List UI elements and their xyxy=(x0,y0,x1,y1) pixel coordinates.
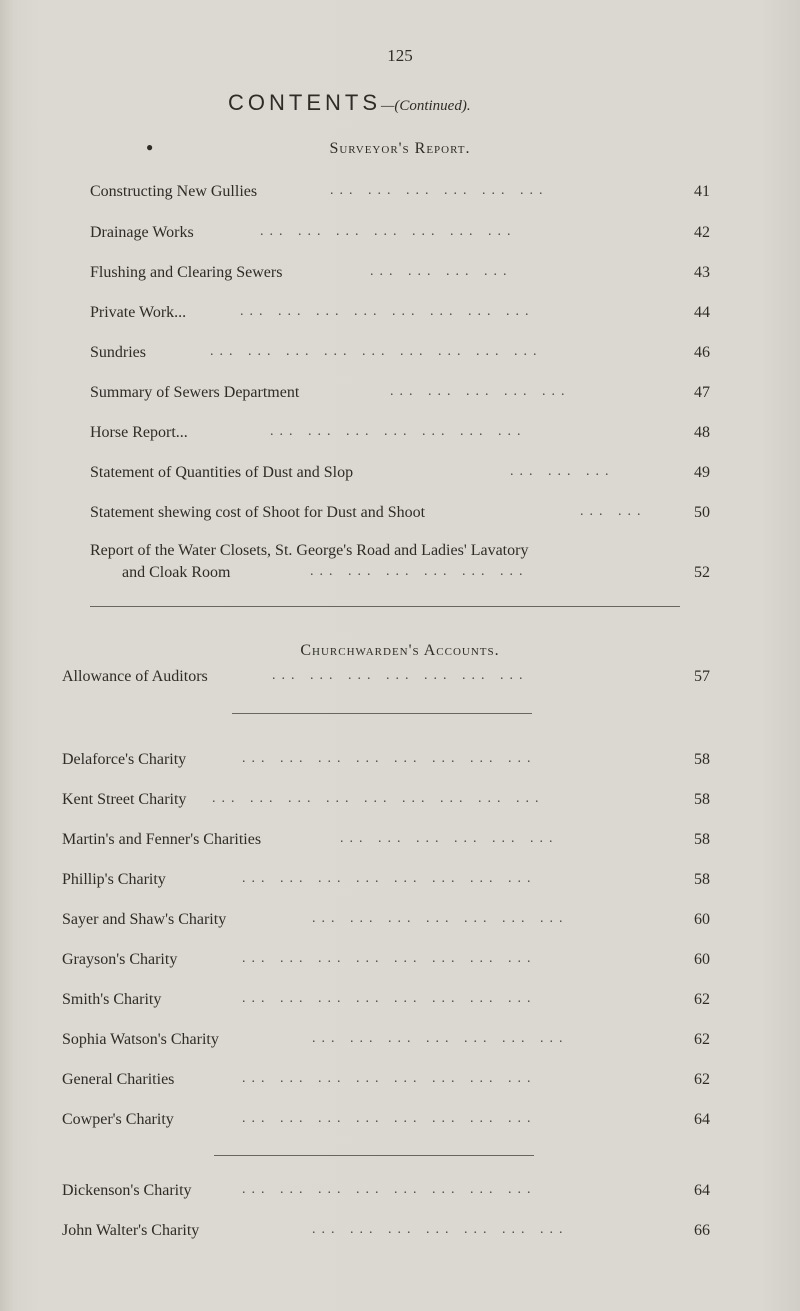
toc-entry xyxy=(90,542,710,586)
leader-dots: ... ... ... ... xyxy=(370,264,513,279)
entry-label: Phillip's Charity xyxy=(62,871,166,888)
entry-page: 50 xyxy=(694,504,710,521)
entry-page: 48 xyxy=(694,424,710,441)
entry-page: 44 xyxy=(694,304,710,321)
leader-dots: ... ... ... ... ... ... ... ... xyxy=(242,951,537,966)
title-suffix: —(Continued). xyxy=(381,98,471,114)
entry-page: 62 xyxy=(694,991,710,1008)
entry-label: Sayer and Shaw's Charity xyxy=(62,911,227,928)
entry-page: 58 xyxy=(694,791,710,808)
entry-label: John Walter's Charity xyxy=(62,1222,200,1239)
divider xyxy=(214,1155,534,1156)
leader-dots: ... ... ... ... ... ... ... xyxy=(312,1031,569,1046)
leader-dots: ... ... ... ... ... ... ... xyxy=(272,668,529,683)
entry-label: Martin's and Fenner's Charities xyxy=(62,831,262,848)
leader-dots: ... ... ... ... ... ... ... xyxy=(312,1222,569,1237)
entry-page: 46 xyxy=(694,344,710,361)
entry-page: 60 xyxy=(694,911,710,928)
leader-dots: ... ... ... ... ... ... ... ... ... xyxy=(210,344,543,359)
leader-dots: ... ... ... ... ... ... xyxy=(340,831,559,846)
divider xyxy=(232,713,532,714)
page-title xyxy=(228,90,471,116)
entry-page: 43 xyxy=(694,264,710,281)
leader-dots: ... ... ... ... ... xyxy=(390,384,571,399)
leader-dots: ... ... ... ... ... ... xyxy=(330,183,549,198)
entry-page: 66 xyxy=(694,1222,710,1239)
leader-dots: ... ... ... ... ... ... ... xyxy=(260,224,517,239)
title-text: CONTENTS xyxy=(228,90,381,115)
leader-dots: ... ... ... ... ... ... ... ... xyxy=(242,871,537,886)
leader-dots: ... ... ... ... ... ... ... ... xyxy=(242,1182,537,1197)
leader-dots: ... ... ... xyxy=(510,464,615,479)
entry-page: 47 xyxy=(694,384,710,401)
entry-label: General Charities xyxy=(62,1071,175,1088)
section-heading-churchwarden: Churchwarden's Accounts. xyxy=(300,642,500,659)
entry-label: Constructing New Gullies xyxy=(90,183,258,200)
leader-dots: ... ... ... ... ... ... ... ... xyxy=(242,751,537,766)
entry-label: Sundries xyxy=(90,344,146,361)
entry-page: 41 xyxy=(694,183,710,200)
entry-label: Private Work... xyxy=(90,304,187,321)
leader-dots: ... ... ... ... ... ... xyxy=(310,564,529,579)
entry-label: Report of the Water Closets, St. George's Road and Ladies' Lavatory xyxy=(90,542,529,559)
entry-label: Horse Report... xyxy=(90,424,188,441)
divider xyxy=(90,606,680,607)
entry-label: Delaforce's Charity xyxy=(62,751,187,768)
entry-label: Cowper's Charity xyxy=(62,1111,174,1128)
entry-label: Allowance of Auditors xyxy=(62,668,208,685)
leader-dots: ... ... ... ... ... ... ... ... xyxy=(242,1111,537,1126)
entry-label: Grayson's Charity xyxy=(62,951,178,968)
entry-page: 64 xyxy=(694,1111,710,1128)
entry-page: 60 xyxy=(694,951,710,968)
entry-page: 52 xyxy=(694,564,710,581)
entry-label-continued: and Cloak Room xyxy=(122,564,231,581)
entry-label: Dickenson's Charity xyxy=(62,1182,192,1199)
entry-label: Kent Street Charity xyxy=(62,791,187,808)
leader-dots: ... ... ... ... ... ... ... xyxy=(270,424,527,439)
leader-dots: ... ... ... ... ... ... ... ... xyxy=(242,991,537,1006)
entry-page: 49 xyxy=(694,464,710,481)
leader-dots: ... ... xyxy=(580,504,647,519)
bullet-mark: ● xyxy=(146,140,154,154)
entry-label: Statement of Quantities of Dust and Slop xyxy=(90,464,354,481)
entry-page: 64 xyxy=(694,1182,710,1199)
entry-page: 62 xyxy=(694,1031,710,1048)
entry-label: Flushing and Clearing Sewers xyxy=(90,264,283,281)
page-number: 125 xyxy=(387,46,413,65)
entry-page: 58 xyxy=(694,831,710,848)
entry-label: Summary of Sewers Department xyxy=(90,384,300,401)
entry-page: 42 xyxy=(694,224,710,241)
leader-dots: ... ... ... ... ... ... ... ... ... xyxy=(212,791,545,806)
leader-dots: ... ... ... ... ... ... ... xyxy=(312,911,569,926)
entry-label: Drainage Works xyxy=(90,224,194,241)
entry-page: 58 xyxy=(694,751,710,768)
entry-page: 57 xyxy=(694,668,710,685)
entry-label: Statement shewing cost of Shoot for Dust and Shoot xyxy=(90,504,426,521)
entry-label: Sophia Watson's Charity xyxy=(62,1031,219,1048)
entry-page: 58 xyxy=(694,871,710,888)
leader-dots: ... ... ... ... ... ... ... ... xyxy=(240,304,535,319)
entry-page: 62 xyxy=(694,1071,710,1088)
section-heading-surveyor: Surveyor's Report. xyxy=(329,140,471,157)
entry-label: Smith's Charity xyxy=(62,991,162,1008)
leader-dots: ... ... ... ... ... ... ... ... xyxy=(242,1071,537,1086)
